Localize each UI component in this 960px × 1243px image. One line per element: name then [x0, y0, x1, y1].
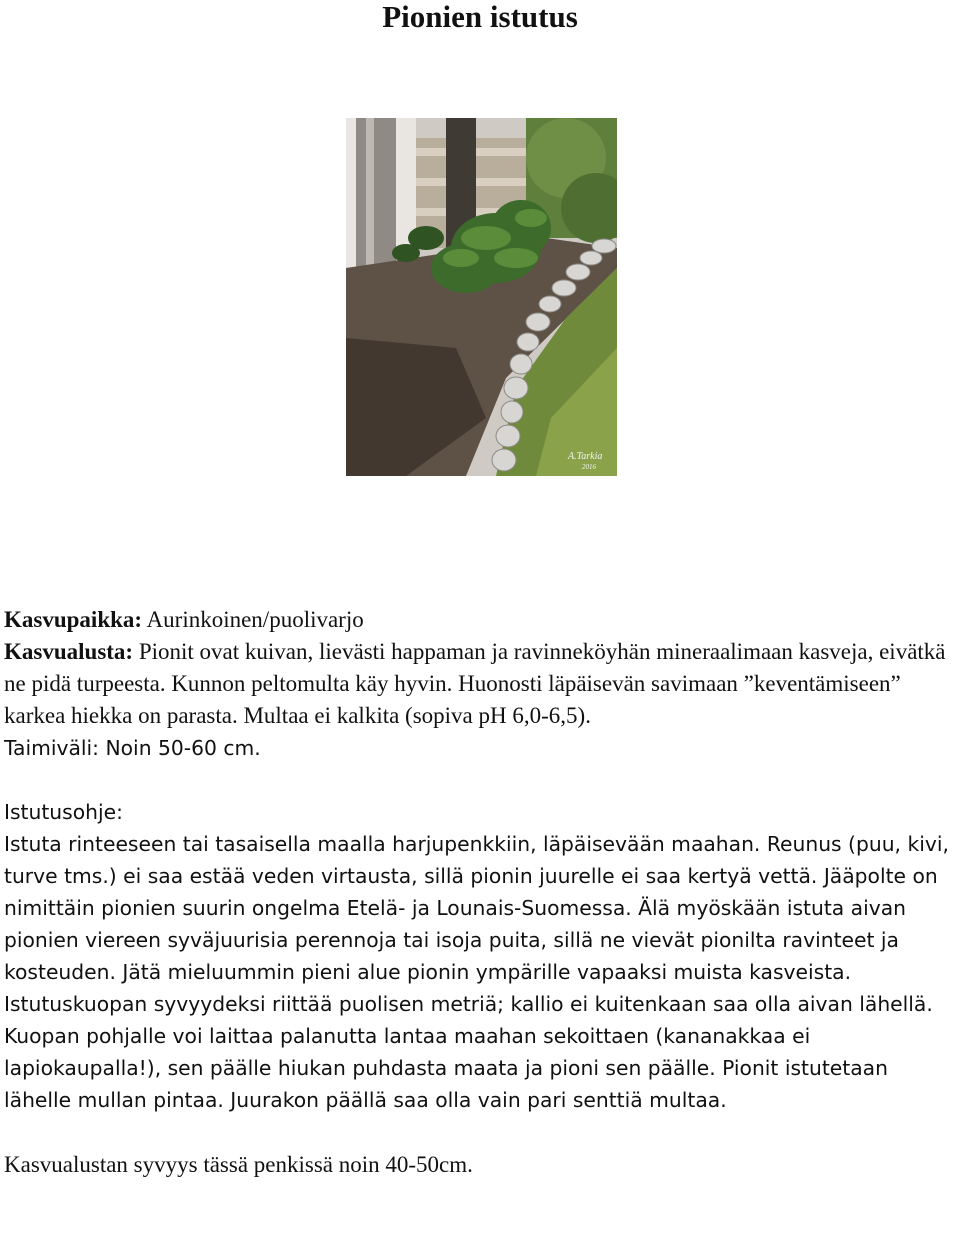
- photo-watermark-name: A.Tarkia: [568, 451, 603, 462]
- taimivali-label: Taimiväli:: [4, 736, 100, 760]
- page-title: Pionien istutus: [382, 0, 578, 34]
- kasvupaikka-value: Aurinkoinen/puolivarjo: [142, 607, 364, 632]
- garden-bed-photo: [346, 118, 617, 476]
- istutusohje-text: Istuta rinteeseen tai tasaisella maalla harjupenkkiin, läpäisevään maahan. Reunus (puu, kivi, turve tms.) ei saa estää veden virtausta, sillä pionin juurelle ei saa kertyä vettä. Jääpolte on nimittäin pionien suurin ongelma Etelä- ja Lounais-Suomessa. Älä myöskään istuta aivan pionien viereen syväjuurisia perennoja tai isoja puita, sillä ne vievät pionilta ravinteet ja kosteuden. Jätä mieluummin pieni alue pionin ympärille vapaaksi muista kasveista. Istutuskuopan syvyydeksi riittää puolisen metriä; kallio ei kuitenkaan saa olla aivan lähellä. Kuopan pohjalle voi laittaa palanutta lantaa maahan sekoittaen (kananakkaa ei lapiokaupalla!), sen päälle hiukan puhdasta maata ja pioni sen päälle. Pionit istutetaan lähelle mullan pintaa. Juurakon päällä saa olla vain pari senttiä multaa.: [4, 832, 949, 1112]
- istutusohje-heading: Istutusohje:: [4, 800, 123, 824]
- planting-info: [4, 604, 958, 1181]
- kasvualusta-value: Pionit ovat kuivan, lievästi happaman ja ravinneköyhän mineraalimaan kasveja, eivätkä ne pidä turpeesta. Kunnon peltomulta käy hyvin. Huonosti läpäisevän savimaan ”keventämiseen” karkea hiekka on parasta. Multaa ei kalkita (sopiva pH 6,0-6,5).: [4, 639, 946, 728]
- kasvupaikka-line: [4, 604, 958, 636]
- kasvupaikka-label: Kasvupaikka:: [4, 607, 143, 632]
- taimivali-value: Noin 50-60 cm.: [99, 736, 261, 760]
- kasvualusta-paragraph: [4, 636, 958, 732]
- footer-note: Kasvualustan syvyys tässä penkissä noin 40-50cm.: [4, 1152, 473, 1177]
- taimivali-line: [4, 732, 958, 764]
- photo-watermark-year: 2016: [582, 463, 596, 471]
- kasvualusta-label: Kasvualusta:: [4, 639, 134, 664]
